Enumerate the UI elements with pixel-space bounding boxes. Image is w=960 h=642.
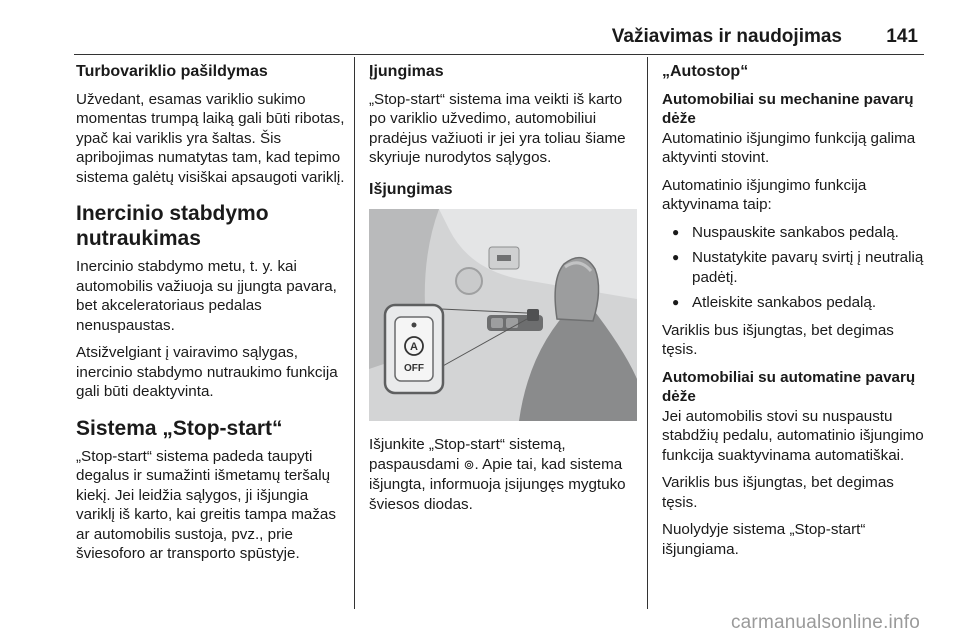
paragraph-auto-2: Variklis bus išjungtas, bet degimas tęsis. xyxy=(662,474,894,511)
stop-start-switch-illustration xyxy=(369,209,637,421)
heading-inertia: Inercinio stabdymo nutraukimas xyxy=(76,202,269,250)
paragraph-manual-2: Automatinio išjungimo funkcija aktyvinama taip: xyxy=(662,176,867,213)
heading-automatic-transmission: Automobiliai su automatine pavarų dėže xyxy=(662,368,916,405)
manual-steps-list xyxy=(662,223,926,313)
paragraph-inertia-1: Inercinio stabdymo metu, t. y. kai automobilis važiuoja su įjungta pavara, bet akceleratoriaus pedalas nenuspaustas. xyxy=(76,258,337,334)
heading-turbo: Turbovariklio pašildymas xyxy=(76,63,268,80)
list-item: ● Nuspauskite sankabos pedalą. xyxy=(662,223,926,243)
paragraph-auto-3: Nuolydyje sistema „Stop-start“ išjungiama. xyxy=(662,521,866,558)
heading-autostop: „Autostop“ xyxy=(662,63,749,80)
console-drawing xyxy=(369,209,637,421)
paragraph-deactivation-part-2: . Apie tai, kad sistema išjungta, informuoja įsijungęs mygtuko šviesos diodas. xyxy=(369,455,626,513)
heading-stop-start: Sistema „Stop-start“ xyxy=(76,416,283,440)
svg-text:A: A xyxy=(410,341,418,353)
list-item: ● Nustatykite pavarų svirtį į neutralią padėtį. xyxy=(662,248,926,287)
watermark: carmanualsonline.info xyxy=(730,612,920,633)
heading-manual-transmission: Automobiliai su mechanine pavarų dėže xyxy=(662,90,914,127)
paragraph-stop-start: „Stop-start“ sistema padeda taupyti degalus ir sumažinti išmetamų teršalų kiekį. Jei leidžia sąlygos, ji išjungia variklį iš karto, kai greitis tampa mažas ar automobilis sustoja, pvz., prie šviesoforo ar transporto spūstyje. xyxy=(76,447,336,562)
paragraph-activation: „Stop-start“ sistema ima veikti iš karto po variklio užvedimo, automobiliui pradėjus važiuoti ir jei yra toliau šiame skyriuje nurodytos sąlygos. xyxy=(369,90,626,166)
list-item: ● Atleiskite sankabos pedalą. xyxy=(662,293,926,313)
paragraph-turbo: Užvedant, esamas variklio sukimo momentas trumpą laiką gali būti ribotas, ypač kai variklis yra šaltas. Šis apribojimas numatytas tam, kad tepimo sistema galėtų visiškai apsaugoti variklį. xyxy=(76,90,345,186)
chapter-title: Važiavimas ir naudojimas xyxy=(611,26,842,47)
heading-activation: Įjungimas xyxy=(369,63,444,80)
column-3 xyxy=(662,62,926,567)
stop-start-button-icon: ⊚ xyxy=(463,457,475,473)
paragraph-auto-1: Jei automobilis stovi su nuspaustu stabdžių pedalu, automatinio išjungimo funkcija suaktyvinama automatiškai. xyxy=(662,407,924,464)
paragraph-manual-3: Variklis bus išjungtas, bet degimas tęsis. xyxy=(662,321,894,358)
column-2 xyxy=(369,62,639,522)
heading-deactivation: Išjungimas xyxy=(369,180,453,198)
column-1 xyxy=(76,62,348,572)
page-header xyxy=(74,24,924,56)
page-number: 141 xyxy=(886,26,918,47)
header-rule xyxy=(74,54,924,55)
paragraph-inertia-2: Atsižvelgiant į vairavimo sąlygas, inercinio stabdymo nutraukimo funkcija gali būti deaktyvinta. xyxy=(76,344,338,400)
column-divider-1 xyxy=(354,57,355,609)
paragraph-deactivation xyxy=(369,435,639,514)
paragraph-manual-1: Automatinio išjungimo funkciją galima aktyvinti stovint. xyxy=(662,129,916,166)
paragraph-deactivation-part-1: Išjunkite „Stop-start“ sistemą, paspausdami xyxy=(369,436,566,473)
off-label: OFF xyxy=(404,363,424,374)
column-divider-2 xyxy=(647,57,648,609)
